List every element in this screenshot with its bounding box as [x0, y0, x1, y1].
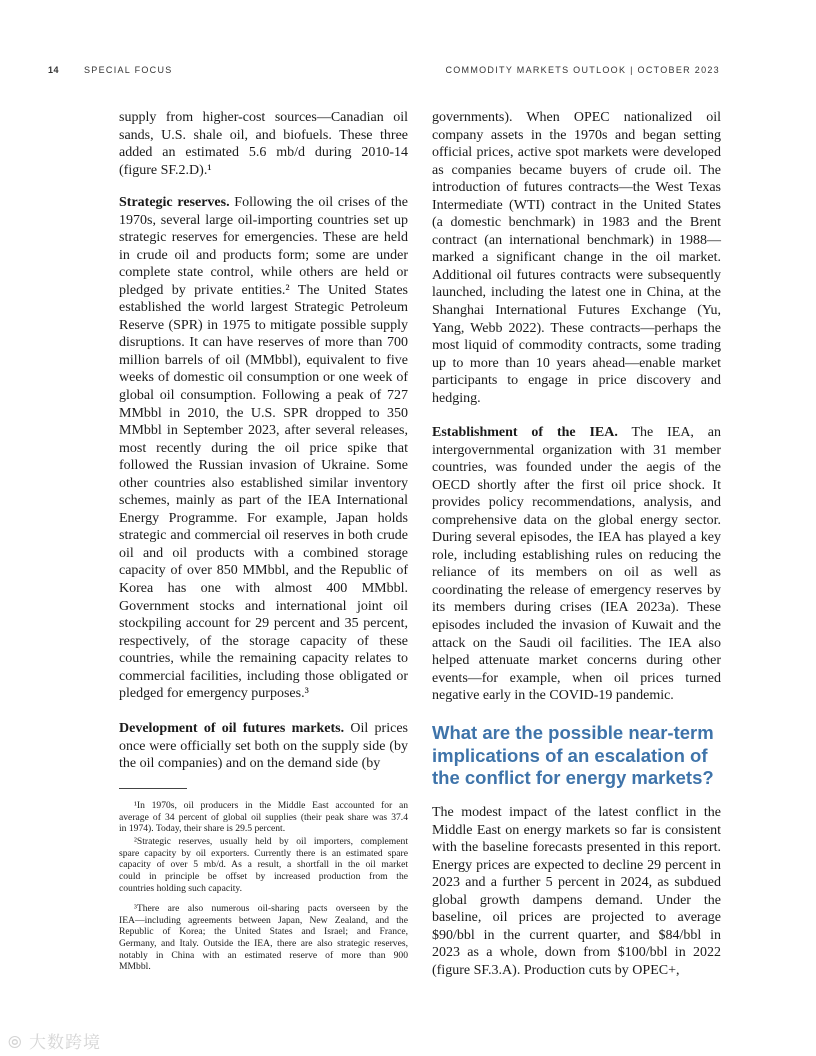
text-line: added an estimated 5.6 mb/d during 2010-14	[119, 145, 408, 161]
paragraph	[432, 109, 721, 407]
heading-line: implications of an escalation of	[432, 744, 708, 766]
text-line: once were officially set both on the supply side (by	[119, 738, 408, 754]
text-line: participants to engage in price discovery and	[432, 373, 721, 389]
text-line: sands, U.S. shale oil, and biofuels. These three	[119, 127, 408, 143]
footnote-line: notably in China with an estimated reserve of more than 900	[119, 949, 408, 961]
text-line: its members during crises (IEA 2023a). These	[432, 600, 721, 616]
text-line: contract (an international benchmark) in 1988—	[432, 232, 721, 248]
text-line: schemes, mainly as part of the IEA International	[119, 493, 408, 509]
paragraph-lead: Establishment of the IEA.	[432, 425, 618, 440]
text-line: role, including establishing rules on reducing the	[432, 547, 721, 563]
page-number: 14	[48, 65, 60, 75]
footnote-line: countries holding such capacity.	[119, 882, 242, 894]
text-line: complete state control, while others are held or	[119, 265, 408, 281]
text-line: comprehensive data on the global energy sector.	[432, 512, 721, 528]
section-heading	[432, 722, 732, 790]
text-line: Reserve (SPR) in 1975 to mitigate possible supply	[119, 317, 408, 333]
footnote-line: capacity of over 5 mb/d. As a result, a shortfall in the oil market	[119, 859, 408, 871]
text-line	[119, 194, 408, 212]
text-line: up to more than 10 years ahead—enable market	[432, 355, 721, 371]
text-line: million barrels of oil (MMbbl), equivalent to five	[119, 352, 408, 368]
text-line: MMbbl in September 2023, after several releases,	[119, 423, 408, 439]
paragraph	[119, 720, 408, 773]
text-line: episodes included the invasion of Kuwait and the	[432, 618, 721, 634]
text-line: followed the Russian invasion of Ukraine. Some	[119, 458, 408, 474]
text-line: disruptions. It can have reserves of more than 700	[119, 335, 408, 351]
text-line: strategic reserves for emergencies. These are held	[119, 230, 408, 246]
text-line: Energy prices are expected to decline 29 percent in	[432, 857, 721, 873]
text-line: introduction of futures contracts—the West Texas	[432, 180, 721, 196]
text-line: (figure SF.2.D).¹	[119, 162, 212, 178]
text-line: with the baseline forecasts presented in this report.	[432, 840, 721, 856]
text-line: hedging.	[432, 390, 481, 406]
text-line: most recently during the oil price spike that	[119, 440, 408, 456]
paragraph-text: Following the oil crises of the	[229, 195, 408, 210]
text-line: coordinating the release of emergency reserves by	[432, 582, 721, 598]
text-line: company assets in the 1970s and began setting	[432, 127, 721, 143]
footnote-line: Republic of Korea; the United States and Israel; and France,	[119, 926, 408, 938]
footnote-2	[119, 836, 408, 894]
text-line: respectively, of the storage capacity of these	[119, 633, 408, 649]
text-line: other countries also established similar inventory	[119, 475, 408, 491]
text-line: baseline, oil prices are projected to average	[432, 910, 721, 926]
footnote-line: spare capacity by oil exporters. Currently there is an estimated spare	[119, 847, 408, 859]
text-line: $90/bbl in the current quarter, and $84/bbl in	[432, 927, 721, 943]
text-line: Shanghai International Futures Exchange (Yu,	[432, 303, 721, 319]
text-line: MMbbl in 2010, the U.S. SPR dropped to 350	[119, 405, 408, 421]
text-line: provides policy recommendations, analysis, and	[432, 495, 721, 511]
footnote-line: average of 34 percent of global oil supplies (their peak share was 37.4	[119, 811, 408, 823]
text-line: Government stocks and international joint oil	[119, 598, 408, 614]
text-line: established the world largest Strategic Petroleum	[119, 300, 408, 316]
text-line	[119, 720, 408, 738]
heading-line: What are the possible near-term	[432, 722, 714, 743]
text-line: The modest impact of the latest conflict in the	[432, 805, 721, 820]
text-line: the oil companies) and on the demand side (by	[119, 756, 381, 772]
text-line: During several episodes, the IEA has played a key	[432, 530, 721, 546]
watermark-text: 大数跨境	[29, 1033, 102, 1053]
text-line: Middle East on energy markets so far is consistent	[432, 822, 721, 838]
footnote-line: ²Strategic reserves, usually held by oil importers, complement	[134, 836, 408, 847]
text-line: attack on the Saudi oil facilities. The IEA also	[432, 635, 721, 651]
text-line: 1970s, several large oil-importing countries set up	[119, 212, 408, 228]
paragraph	[119, 194, 408, 703]
text-line: 2023 and a further 5 percent in 2024, as subdued	[432, 875, 721, 891]
text-line: pledged for emergency purposes.³	[119, 686, 309, 702]
text-line: supply from higher-cost sources—Canadian oil	[119, 110, 408, 125]
footnote-line: MMbbl.	[119, 961, 151, 973]
text-line: Additional oil futures contracts were subsequently	[432, 267, 721, 283]
text-line: 2023 as a whole, down from $100/bbl in 2022	[432, 945, 721, 961]
text-line: strategic and commercial oil reserves in both crude	[119, 528, 408, 544]
text-line: launched, including the latest one in China, at the	[432, 285, 721, 301]
watermark-logo: ⦾ 大数跨境	[8, 1033, 102, 1053]
text-line: pledged by private entities.² The United States	[119, 282, 408, 298]
paragraph-lead: Development of oil futures markets.	[119, 721, 345, 736]
text-line: Yang, Webb 2022). These contracts—perhaps the	[432, 320, 721, 336]
paragraph	[432, 804, 721, 979]
text-line: Intermediate (WTI) contract in the United States	[432, 197, 721, 213]
footnote-divider	[119, 788, 187, 789]
paragraph-text: Oil prices	[344, 721, 408, 736]
text-line: events—for example, when oil prices turned	[432, 670, 721, 686]
text-line: reliance of its members on oil as well as	[432, 565, 721, 581]
text-line: Energy Programme. For example, Japan holds	[119, 510, 408, 526]
footnote-line: Germany, and Italy. Outside the IEA, there are also strategic reserves,	[119, 937, 408, 949]
text-line: marked a significant change in the oil market.	[432, 250, 721, 266]
footnote-3	[119, 903, 408, 973]
text-line: global growth dampens demand. Under the	[432, 892, 721, 908]
text-line: OECD shortly after the first oil price shock. It	[432, 477, 721, 493]
paragraph-lead: Strategic reserves.	[119, 195, 230, 210]
text-line: capacity of over 850 MMbbl, and the Republic of	[119, 563, 408, 579]
text-line: commercial facilities, including those obligated or	[119, 668, 408, 684]
heading-line: the conflict for energy markets?	[432, 767, 714, 788]
footnote-line: ³There are also numerous oil-sharing pacts overseen by the	[134, 903, 408, 914]
text-line: (figure SF.3.A). Production cuts by OPEC+,	[432, 962, 680, 978]
publication-title: COMMODITY MARKETS OUTLOOK | OCTOBER 2023	[445, 65, 720, 75]
text-line: official prices, active spot markets were developed	[432, 145, 721, 161]
footnote-line: ¹In 1970s, oil producers in the Middle East accounted for an	[134, 800, 408, 811]
text-line: intergovernmental organization with 31 member	[432, 442, 721, 458]
text-line: global oil consumption. Following a peak of 727	[119, 388, 408, 404]
paragraph	[432, 424, 721, 705]
footnote-line: IEA—including agreements between Japan, New Zealand, and the	[119, 914, 408, 926]
text-line: countries, was founded under the aegis of the	[432, 460, 721, 476]
footnote-line: could in principle be offset by increased production from the	[119, 870, 408, 882]
text-line: as companies became buyers of crude oil. The	[432, 162, 721, 178]
text-line: weeks of domestic oil consumption or one week of	[119, 370, 408, 386]
text-line: (a domestic benchmark) in 1983 and the Brent	[432, 215, 721, 231]
text-line: helped attenuate market concerns during other	[432, 653, 721, 669]
text-line: governments). When OPEC nationalized oil	[432, 110, 721, 125]
text-line: most liquid of commodity contracts, some trading	[432, 338, 721, 354]
text-line: Korea has one with almost 400 MMbbl.	[119, 581, 408, 597]
footnote-line: in 1974). Today, their share is 29.5 percent.	[119, 823, 286, 835]
text-line: in crude oil and products form; some are under	[119, 247, 408, 263]
text-line: negative early in the COVID-19 pandemic.	[432, 688, 674, 704]
text-line	[432, 424, 721, 442]
text-line: stockpiling account for 29 percent and 35 percent,	[119, 616, 408, 632]
text-line: countries, while the remaining capacity relates to	[119, 651, 408, 667]
paragraph	[119, 109, 408, 179]
section-label: SPECIAL FOCUS	[84, 65, 173, 75]
text-line: oil and oil products with a combined storage	[119, 545, 408, 561]
footnote-1	[119, 800, 408, 835]
paragraph-text: The IEA, an	[617, 425, 721, 440]
